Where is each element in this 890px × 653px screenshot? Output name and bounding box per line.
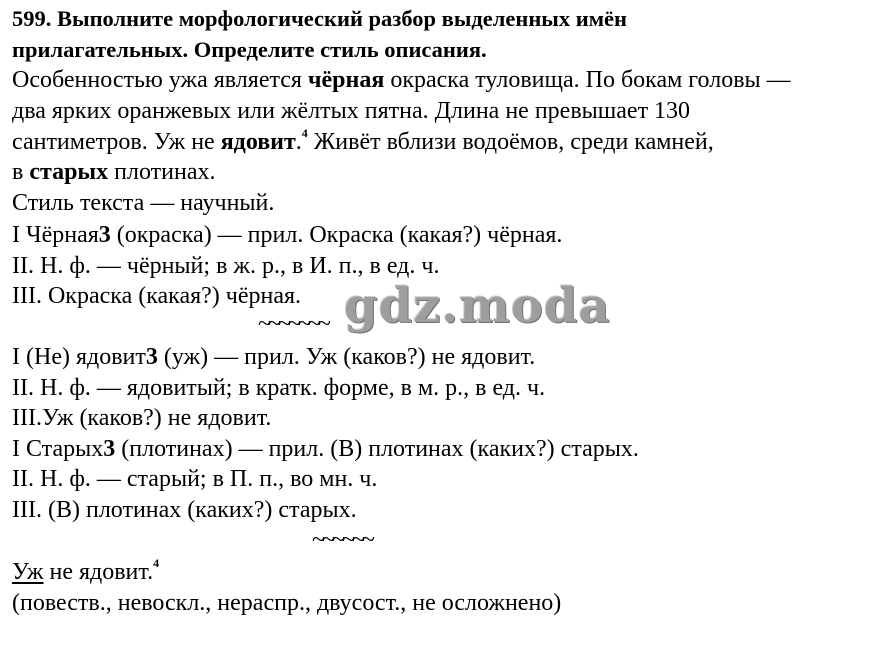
text-line-3 <box>12 127 714 157</box>
analysis-text: I (Не) ядовит <box>12 344 146 370</box>
analysis-number: 3 <box>103 436 116 462</box>
analysis-number: 3 <box>145 344 158 370</box>
sentence-characteristics: (повеств., невоскл., нераспр., двусост., не осложнено) <box>12 590 562 616</box>
analysis-3-line-2: II. Н. ф. — старый; в П. п., во мн. ч. <box>12 466 378 492</box>
analysis-3-line-1 <box>12 434 639 464</box>
highlighted-adjective: старых <box>29 159 109 185</box>
text-line-4 <box>12 157 216 187</box>
text-segment: в <box>12 159 30 185</box>
text-segment: Живёт вблизи водоёмов, среди камней, <box>307 129 714 155</box>
task-title-line-2: прилагательных. Определите стиль описания. <box>12 37 487 62</box>
highlighted-adjective: чёрная <box>307 67 385 93</box>
analysis-1-line-3: III. Окраска (какая?) чёрная. <box>12 283 302 309</box>
wavy-underline-2: ~~~~~~ <box>312 527 372 553</box>
analysis-number: 3 <box>98 222 111 248</box>
text-line-1 <box>12 65 791 95</box>
watermark-logo: gdz.moda <box>344 278 611 334</box>
analysis-1-line-1 <box>12 220 562 250</box>
sentence-rest: не ядовит. <box>43 559 154 585</box>
task-title-line-1: 599. Выполните морфологический разбор выделенных имён <box>12 6 627 31</box>
text-segment: плотинах. <box>108 159 216 185</box>
highlighted-adjective: ядовит <box>220 129 296 155</box>
analysis-text: (плотинах) — прил. (В) плотинах (каких?) старых. <box>115 436 639 462</box>
analysis-3-line-3: III. (В) плотинах (каких?) старых. <box>12 497 357 523</box>
analysis-text: (окраска) — прил. Окраска (какая?) чёрная. <box>110 222 563 248</box>
analysis-text: (уж) — прил. Уж (каков?) не ядовит. <box>157 344 536 370</box>
analysis-2-line-1 <box>12 342 535 372</box>
analysis-1-line-2: II. Н. ф. — чёрный; в ж. р., в И. п., в ед. ч. <box>12 253 440 279</box>
analysis-text: I Старых <box>12 436 104 462</box>
superscript-number: 4 <box>301 126 308 140</box>
analysis-2-line-2: II. Н. ф. — ядовитый; в кратк. форме, в м. р., в ед. ч. <box>12 375 546 401</box>
wavy-underline-1: ~~~~~~~ <box>258 311 328 337</box>
style-line: Стиль текста — научный. <box>12 190 275 216</box>
text-segment: Особенностью ужа является <box>12 67 308 93</box>
analysis-2-line-3: III.Уж (каков?) не ядовит. <box>12 405 272 431</box>
text-segment: . <box>295 129 302 155</box>
analysis-text: I Чёрная <box>12 222 99 248</box>
text-line-2: два ярких оранжевых или жёлтых пятна. Длина не превышает 130 <box>12 98 691 124</box>
superscript-number: 4 <box>153 556 160 570</box>
text-segment: сантиметров. Уж не <box>12 129 221 155</box>
text-segment: окраска туловища. По бокам головы — <box>384 67 791 93</box>
parsed-sentence <box>12 557 159 587</box>
sentence-subject: Уж <box>12 559 44 585</box>
